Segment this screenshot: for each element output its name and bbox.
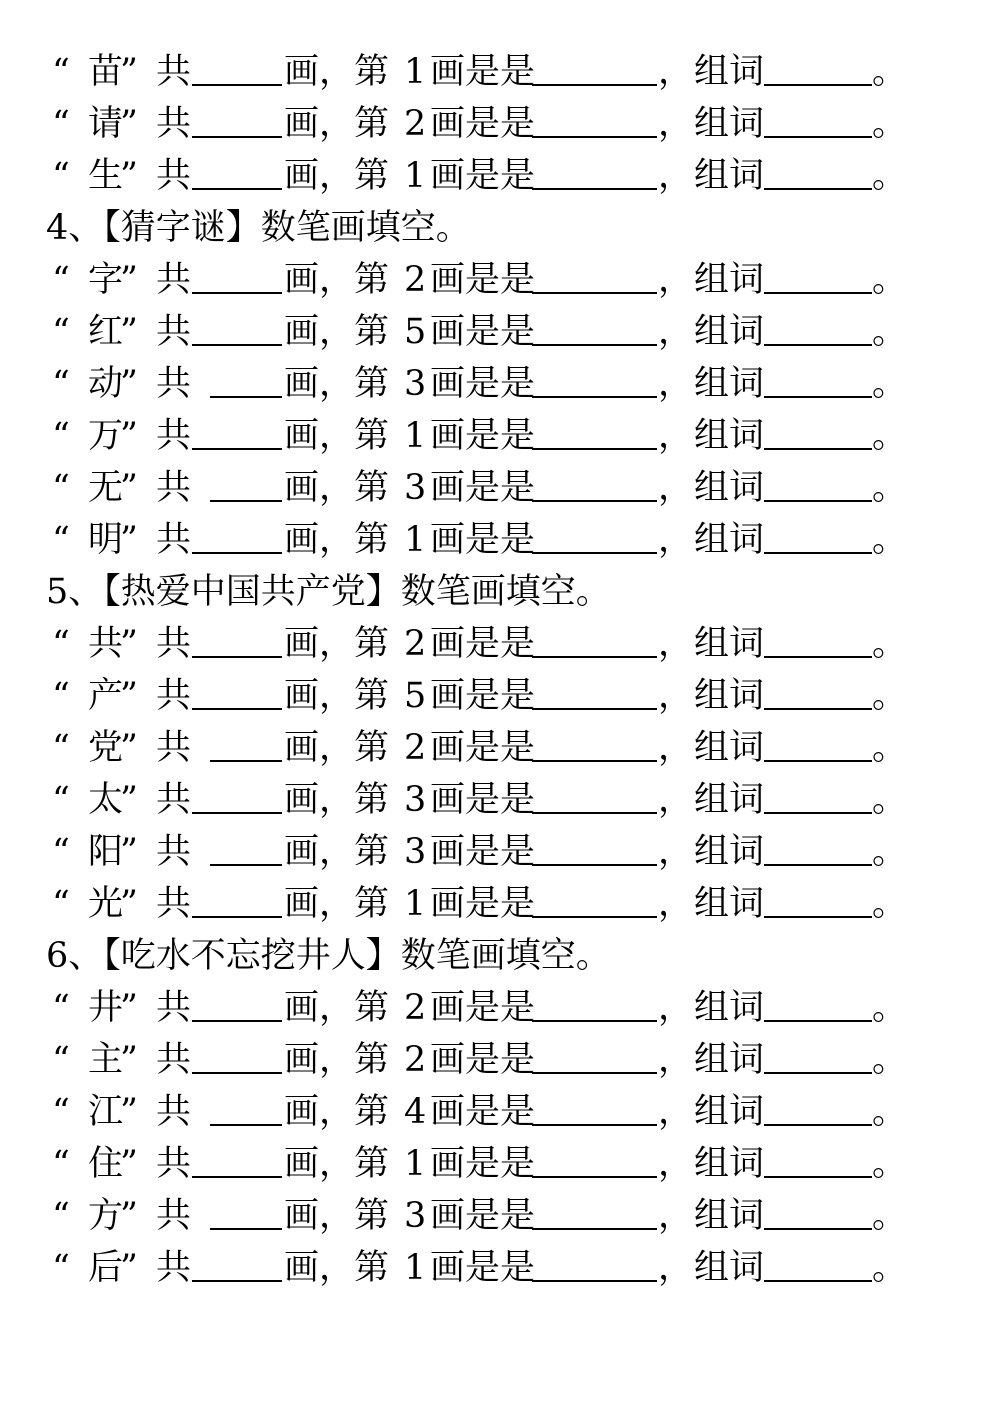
stroke-count-blank[interactable] xyxy=(210,760,282,762)
stroke-number: 1 xyxy=(404,52,427,92)
word-blank[interactable] xyxy=(764,396,872,398)
target-character: 光 xyxy=(88,884,124,924)
hua-di-label: 画，第 xyxy=(284,312,390,352)
exercise-line xyxy=(52,722,952,774)
open-quote: “ xyxy=(52,884,70,924)
word-blank[interactable] xyxy=(764,500,872,502)
hua-di-label: 画，第 xyxy=(284,1040,390,1080)
target-character: 阳 xyxy=(88,832,124,872)
target-character: 共 xyxy=(88,624,124,664)
comma: ， xyxy=(658,416,694,456)
exercise-line xyxy=(52,1138,952,1190)
stroke-count-blank[interactable] xyxy=(192,1020,282,1022)
gong-label: 共 xyxy=(156,780,192,820)
stroke-count-blank[interactable] xyxy=(210,396,282,398)
comma: ， xyxy=(658,1092,694,1132)
stroke-name-blank[interactable] xyxy=(532,1072,657,1074)
word-blank[interactable] xyxy=(764,1228,872,1230)
stroke-name-blank[interactable] xyxy=(532,1280,657,1282)
zuci-label: 组词 xyxy=(694,1092,765,1132)
exercise-line xyxy=(52,1242,952,1294)
close-quote: ” xyxy=(120,520,138,560)
word-blank[interactable] xyxy=(764,812,872,814)
comma: ， xyxy=(658,832,694,872)
stroke-name-blank[interactable] xyxy=(532,1176,657,1178)
hua-di-label: 画，第 xyxy=(284,676,390,716)
period: 。 xyxy=(872,52,908,92)
stroke-count-blank[interactable] xyxy=(192,1072,282,1074)
hua-shi-shi-label: 画是是 xyxy=(430,312,536,352)
hua-di-label: 画，第 xyxy=(284,1144,390,1184)
hua-di-label: 画，第 xyxy=(284,624,390,664)
hua-di-label: 画，第 xyxy=(284,832,390,872)
word-blank[interactable] xyxy=(764,916,872,918)
open-quote: “ xyxy=(52,780,70,820)
hua-di-label: 画，第 xyxy=(284,1196,390,1236)
comma: ， xyxy=(658,1248,694,1288)
exercise-line xyxy=(52,1034,952,1086)
period: 。 xyxy=(872,312,908,352)
target-character: 方 xyxy=(88,1196,124,1236)
zuci-label: 组词 xyxy=(694,156,765,196)
zuci-label: 组词 xyxy=(694,260,765,300)
stroke-count-blank[interactable] xyxy=(192,136,282,138)
word-blank[interactable] xyxy=(764,188,872,190)
exercise-line xyxy=(52,1086,952,1138)
stroke-name-blank[interactable] xyxy=(532,292,657,294)
exercise-line xyxy=(52,410,952,462)
close-quote: ” xyxy=(120,1040,138,1080)
target-character: 明 xyxy=(88,520,124,560)
close-quote: ” xyxy=(120,728,138,768)
open-quote: “ xyxy=(52,1196,70,1236)
gong-label: 共 xyxy=(156,52,192,92)
open-quote: “ xyxy=(52,468,70,508)
gong-label: 共 xyxy=(156,104,192,144)
target-character: 产 xyxy=(88,676,124,716)
gong-label: 共 xyxy=(156,988,192,1028)
stroke-number: 2 xyxy=(404,728,427,768)
stroke-count-blank[interactable] xyxy=(192,812,282,814)
stroke-name-blank[interactable] xyxy=(532,1124,657,1126)
stroke-number: 2 xyxy=(404,624,427,664)
gong-label: 共 xyxy=(156,884,192,924)
comma: ， xyxy=(658,780,694,820)
hua-shi-shi-label: 画是是 xyxy=(430,884,536,924)
comma: ， xyxy=(658,1144,694,1184)
target-character: 住 xyxy=(88,1144,124,1184)
exercise-line xyxy=(52,982,952,1034)
stroke-name-blank[interactable] xyxy=(532,500,657,502)
stroke-name-blank[interactable] xyxy=(532,1228,657,1230)
stroke-name-blank[interactable] xyxy=(532,708,657,710)
gong-label: 共 xyxy=(156,1092,192,1132)
open-quote: “ xyxy=(52,104,70,144)
open-quote: “ xyxy=(52,1040,70,1080)
hua-shi-shi-label: 画是是 xyxy=(430,780,536,820)
gong-label: 共 xyxy=(156,624,192,664)
hua-di-label: 画，第 xyxy=(284,728,390,768)
close-quote: ” xyxy=(120,104,138,144)
word-blank[interactable] xyxy=(764,708,872,710)
gong-label: 共 xyxy=(156,1040,192,1080)
open-quote: “ xyxy=(52,832,70,872)
period: 。 xyxy=(872,624,908,664)
close-quote: ” xyxy=(120,156,138,196)
close-quote: ” xyxy=(120,988,138,1028)
stroke-number: 3 xyxy=(404,1196,427,1236)
period: 。 xyxy=(872,468,908,508)
hua-di-label: 画，第 xyxy=(284,468,390,508)
gong-label: 共 xyxy=(156,1144,192,1184)
stroke-number: 1 xyxy=(404,1144,427,1184)
comma: ， xyxy=(658,728,694,768)
stroke-count-blank[interactable] xyxy=(192,188,282,190)
exercise-line xyxy=(52,514,952,566)
period: 。 xyxy=(872,884,908,924)
comma: ， xyxy=(658,884,694,924)
open-quote: “ xyxy=(52,520,70,560)
comma: ， xyxy=(658,520,694,560)
period: 。 xyxy=(872,728,908,768)
close-quote: ” xyxy=(120,1196,138,1236)
hua-di-label: 画，第 xyxy=(284,260,390,300)
stroke-number: 5 xyxy=(404,312,427,352)
zuci-label: 组词 xyxy=(694,728,765,768)
target-character: 苗 xyxy=(88,52,124,92)
hua-di-label: 画，第 xyxy=(284,780,390,820)
stroke-count-blank[interactable] xyxy=(192,552,282,554)
hua-shi-shi-label: 画是是 xyxy=(430,52,536,92)
open-quote: “ xyxy=(52,1092,70,1132)
word-blank[interactable] xyxy=(764,1124,872,1126)
stroke-count-blank[interactable] xyxy=(192,1280,282,1282)
close-quote: ” xyxy=(120,624,138,664)
hua-shi-shi-label: 画是是 xyxy=(430,520,536,560)
stroke-number: 1 xyxy=(404,884,427,924)
hua-di-label: 画，第 xyxy=(284,364,390,404)
stroke-number: 1 xyxy=(404,416,427,456)
hua-shi-shi-label: 画是是 xyxy=(430,416,536,456)
close-quote: ” xyxy=(120,884,138,924)
period: 。 xyxy=(872,520,908,560)
stroke-number: 3 xyxy=(404,780,427,820)
stroke-name-blank[interactable] xyxy=(532,656,657,658)
period: 。 xyxy=(872,988,908,1028)
target-character: 红 xyxy=(88,312,124,352)
exercise-line xyxy=(52,358,952,410)
open-quote: “ xyxy=(52,312,70,352)
comma: ， xyxy=(658,624,694,664)
hua-shi-shi-label: 画是是 xyxy=(430,468,536,508)
close-quote: ” xyxy=(120,1092,138,1132)
hua-di-label: 画，第 xyxy=(284,416,390,456)
comma: ， xyxy=(658,676,694,716)
gong-label: 共 xyxy=(156,156,192,196)
gong-label: 共 xyxy=(156,312,192,352)
open-quote: “ xyxy=(52,260,70,300)
word-blank[interactable] xyxy=(764,760,872,762)
close-quote: ” xyxy=(120,1248,138,1288)
comma: ， xyxy=(658,1040,694,1080)
close-quote: ” xyxy=(120,52,138,92)
stroke-number: 3 xyxy=(404,832,427,872)
open-quote: “ xyxy=(52,624,70,664)
period: 。 xyxy=(872,104,908,144)
hua-shi-shi-label: 画是是 xyxy=(430,1144,536,1184)
zuci-label: 组词 xyxy=(694,676,765,716)
gong-label: 共 xyxy=(156,676,192,716)
close-quote: ” xyxy=(120,780,138,820)
target-character: 无 xyxy=(88,468,124,508)
stroke-number: 3 xyxy=(404,364,427,404)
hua-shi-shi-label: 画是是 xyxy=(430,364,536,404)
exercise-line xyxy=(52,826,952,878)
exercise-line xyxy=(52,306,952,358)
word-blank[interactable] xyxy=(764,1072,872,1074)
exercise-line xyxy=(52,670,952,722)
section-heading: 4、【猜字谜】数笔画填空。 xyxy=(46,208,471,248)
stroke-name-blank[interactable] xyxy=(532,552,657,554)
hua-di-label: 画，第 xyxy=(284,1248,390,1288)
period: 。 xyxy=(872,1248,908,1288)
hua-shi-shi-label: 画是是 xyxy=(430,1040,536,1080)
hua-shi-shi-label: 画是是 xyxy=(430,624,536,664)
comma: ， xyxy=(658,260,694,300)
hua-di-label: 画，第 xyxy=(284,988,390,1028)
hua-shi-shi-label: 画是是 xyxy=(430,104,536,144)
stroke-name-blank[interactable] xyxy=(532,812,657,814)
period: 。 xyxy=(872,416,908,456)
stroke-number: 5 xyxy=(404,676,427,716)
open-quote: “ xyxy=(52,676,70,716)
open-quote: “ xyxy=(52,1144,70,1184)
period: 。 xyxy=(872,156,908,196)
hua-shi-shi-label: 画是是 xyxy=(430,1196,536,1236)
stroke-count-blank[interactable] xyxy=(192,292,282,294)
close-quote: ” xyxy=(120,312,138,352)
word-blank[interactable] xyxy=(764,84,872,86)
gong-label: 共 xyxy=(156,364,192,404)
target-character: 后 xyxy=(88,1248,124,1288)
stroke-number: 1 xyxy=(404,1248,427,1288)
zuci-label: 组词 xyxy=(694,884,765,924)
stroke-count-blank[interactable] xyxy=(192,1176,282,1178)
gong-label: 共 xyxy=(156,832,192,872)
zuci-label: 组词 xyxy=(694,52,765,92)
zuci-label: 组词 xyxy=(694,988,765,1028)
close-quote: ” xyxy=(120,416,138,456)
exercise-line xyxy=(52,98,952,150)
stroke-name-blank[interactable] xyxy=(532,344,657,346)
word-blank[interactable] xyxy=(764,344,872,346)
stroke-name-blank[interactable] xyxy=(532,136,657,138)
hua-di-label: 画，第 xyxy=(284,52,390,92)
close-quote: ” xyxy=(120,832,138,872)
gong-label: 共 xyxy=(156,468,192,508)
stroke-name-blank[interactable] xyxy=(532,916,657,918)
stroke-count-blank[interactable] xyxy=(192,84,282,86)
zuci-label: 组词 xyxy=(694,364,765,404)
section-heading: 6、【吃水不忘挖井人】数笔画填空。 xyxy=(46,936,611,976)
zuci-label: 组词 xyxy=(694,832,765,872)
word-blank[interactable] xyxy=(764,552,872,554)
stroke-count-blank[interactable] xyxy=(192,656,282,658)
stroke-count-blank[interactable] xyxy=(192,916,282,918)
comma: ， xyxy=(658,988,694,1028)
stroke-count-blank[interactable] xyxy=(192,448,282,450)
stroke-number: 3 xyxy=(404,468,427,508)
period: 。 xyxy=(872,260,908,300)
stroke-name-blank[interactable] xyxy=(532,1020,657,1022)
stroke-count-blank[interactable] xyxy=(192,344,282,346)
hua-di-label: 画，第 xyxy=(284,1092,390,1132)
word-blank[interactable] xyxy=(764,448,872,450)
stroke-count-blank[interactable] xyxy=(210,500,282,502)
hua-di-label: 画，第 xyxy=(284,104,390,144)
gong-label: 共 xyxy=(156,728,192,768)
close-quote: ” xyxy=(120,260,138,300)
hua-shi-shi-label: 画是是 xyxy=(430,1092,536,1132)
stroke-number: 4 xyxy=(404,1092,427,1132)
word-blank[interactable] xyxy=(764,136,872,138)
stroke-number: 1 xyxy=(404,520,427,560)
hua-shi-shi-label: 画是是 xyxy=(430,156,536,196)
stroke-count-blank[interactable] xyxy=(210,1228,282,1230)
word-blank[interactable] xyxy=(764,1280,872,1282)
stroke-name-blank[interactable] xyxy=(532,448,657,450)
stroke-count-blank[interactable] xyxy=(210,1124,282,1126)
exercise-line xyxy=(52,254,952,306)
word-blank[interactable] xyxy=(764,656,872,658)
comma: ， xyxy=(658,52,694,92)
word-blank[interactable] xyxy=(764,864,872,866)
hua-shi-shi-label: 画是是 xyxy=(430,676,536,716)
word-blank[interactable] xyxy=(764,292,872,294)
period: 。 xyxy=(872,1196,908,1236)
target-character: 井 xyxy=(88,988,124,1028)
period: 。 xyxy=(872,676,908,716)
stroke-name-blank[interactable] xyxy=(532,84,657,86)
exercise-line xyxy=(52,1190,952,1242)
zuci-label: 组词 xyxy=(694,468,765,508)
gong-label: 共 xyxy=(156,1196,192,1236)
target-character: 万 xyxy=(88,416,124,456)
word-blank[interactable] xyxy=(764,1176,872,1178)
target-character: 太 xyxy=(88,780,124,820)
gong-label: 共 xyxy=(156,260,192,300)
target-character: 请 xyxy=(88,104,124,144)
close-quote: ” xyxy=(120,1144,138,1184)
stroke-name-blank[interactable] xyxy=(532,188,657,190)
target-character: 动 xyxy=(88,364,124,404)
stroke-number: 2 xyxy=(404,1040,427,1080)
stroke-name-blank[interactable] xyxy=(532,396,657,398)
hua-di-label: 画，第 xyxy=(284,156,390,196)
comma: ， xyxy=(658,468,694,508)
target-character: 江 xyxy=(88,1092,124,1132)
target-character: 主 xyxy=(88,1040,124,1080)
hua-shi-shi-label: 画是是 xyxy=(430,832,536,872)
hua-di-label: 画，第 xyxy=(284,520,390,560)
comma: ， xyxy=(658,1196,694,1236)
exercise-line xyxy=(52,878,952,930)
stroke-number: 2 xyxy=(404,988,427,1028)
comma: ， xyxy=(658,364,694,404)
hua-shi-shi-label: 画是是 xyxy=(430,260,536,300)
period: 。 xyxy=(872,1092,908,1132)
open-quote: “ xyxy=(52,156,70,196)
exercise-line xyxy=(52,618,952,670)
open-quote: “ xyxy=(52,52,70,92)
target-character: 生 xyxy=(88,156,124,196)
zuci-label: 组词 xyxy=(694,1196,765,1236)
open-quote: “ xyxy=(52,364,70,404)
open-quote: “ xyxy=(52,728,70,768)
stroke-number: 2 xyxy=(404,260,427,300)
zuci-label: 组词 xyxy=(694,312,765,352)
hua-shi-shi-label: 画是是 xyxy=(430,988,536,1028)
zuci-label: 组词 xyxy=(694,1248,765,1288)
period: 。 xyxy=(872,1040,908,1080)
zuci-label: 组词 xyxy=(694,1144,765,1184)
gong-label: 共 xyxy=(156,416,192,456)
exercise-line xyxy=(52,774,952,826)
stroke-count-blank[interactable] xyxy=(192,708,282,710)
zuci-label: 组词 xyxy=(694,624,765,664)
target-character: 字 xyxy=(88,260,124,300)
open-quote: “ xyxy=(52,416,70,456)
stroke-name-blank[interactable] xyxy=(532,864,657,866)
zuci-label: 组词 xyxy=(694,416,765,456)
close-quote: ” xyxy=(120,364,138,404)
comma: ， xyxy=(658,156,694,196)
section-heading: 5、【热爱中国共产党】数笔画填空。 xyxy=(46,572,611,612)
target-character: 党 xyxy=(88,728,124,768)
word-blank[interactable] xyxy=(764,1020,872,1022)
stroke-count-blank[interactable] xyxy=(210,864,282,866)
open-quote: “ xyxy=(52,1248,70,1288)
stroke-number: 1 xyxy=(404,156,427,196)
period: 。 xyxy=(872,780,908,820)
gong-label: 共 xyxy=(156,1248,192,1288)
comma: ， xyxy=(658,104,694,144)
zuci-label: 组词 xyxy=(694,520,765,560)
gong-label: 共 xyxy=(156,520,192,560)
close-quote: ” xyxy=(120,676,138,716)
hua-shi-shi-label: 画是是 xyxy=(430,728,536,768)
period: 。 xyxy=(872,364,908,404)
stroke-name-blank[interactable] xyxy=(532,760,657,762)
zuci-label: 组词 xyxy=(694,1040,765,1080)
hua-di-label: 画，第 xyxy=(284,884,390,924)
hua-shi-shi-label: 画是是 xyxy=(430,1248,536,1288)
period: 。 xyxy=(872,832,908,872)
zuci-label: 组词 xyxy=(694,104,765,144)
stroke-number: 2 xyxy=(404,104,427,144)
exercise-line xyxy=(52,462,952,514)
comma: ， xyxy=(658,312,694,352)
period: 。 xyxy=(872,1144,908,1184)
close-quote: ” xyxy=(120,468,138,508)
open-quote: “ xyxy=(52,988,70,1028)
exercise-line xyxy=(52,46,952,98)
zuci-label: 组词 xyxy=(694,780,765,820)
exercise-line xyxy=(52,150,952,202)
